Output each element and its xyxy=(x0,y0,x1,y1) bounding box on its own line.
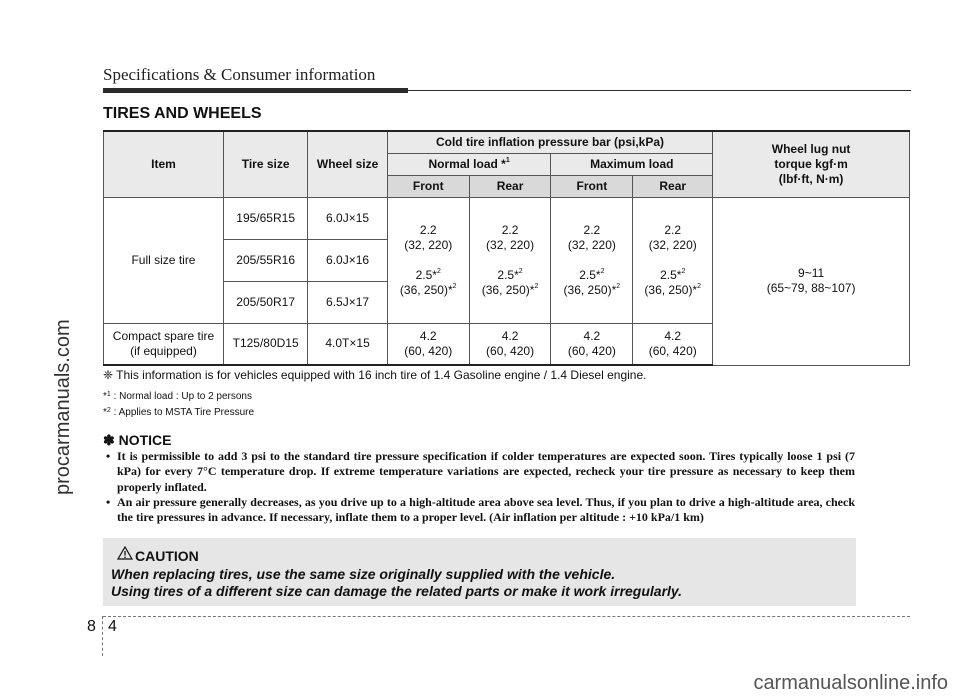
engine-info-note: ❈ This information is for vehicles equipped with 16 inch tire of 1.4 Gasoline engine / 1.4 Diesel engine. xyxy=(103,368,647,382)
pressure-normal-rear: 2.2 (32, 220) 2.5*$^2$ (36, 250)*$^2$ xyxy=(469,197,551,323)
notice-title: ✽ NOTICE xyxy=(103,432,172,448)
header-maximum-load: Maximum load xyxy=(551,153,713,175)
pressure-normal-front: 2.2 (32, 220) 2.5*$^2$ (36, 250)*$^2$ xyxy=(387,197,469,323)
compact-spare-label: Compact spare tire (if equipped) xyxy=(104,323,224,365)
footnote-1: *$^1$ : Normal load : Up to 2 persons xyxy=(103,391,252,402)
compact-pressure-normal-rear: 4.2 (60, 420) xyxy=(469,323,551,365)
compact-tire-size: T125/80D15 xyxy=(223,323,307,365)
notice-list xyxy=(103,449,855,525)
full-size-tire-label: Full size tire xyxy=(104,197,224,323)
header-rule-thin xyxy=(408,90,911,91)
caution-title: CAUTION xyxy=(135,548,199,564)
header-lug-line1: Wheel lug nut xyxy=(771,141,851,156)
watermark-vertical: procarmanuals.com xyxy=(52,319,74,495)
header-rule-thick xyxy=(103,88,408,93)
header-normal-front: Front xyxy=(387,175,469,197)
compact-pressure-normal-front: 4.2 (60, 420) xyxy=(387,323,469,365)
tire-size-cell: 205/55R16 xyxy=(223,239,307,281)
header-normal-rear: Rear xyxy=(469,175,551,197)
footer-rule xyxy=(103,616,910,617)
header-max-rear: Rear xyxy=(633,175,713,197)
header-cold-pressure: Cold tire inflation pressure bar (psi,kPa) xyxy=(387,131,712,153)
header-max-front: Front xyxy=(551,175,633,197)
compact-wheel-size: 4.0T×15 xyxy=(308,323,388,365)
caution-line-2: Using tires of a different size can damage the related parts or make it work irregularly. xyxy=(111,583,683,599)
header-lug-torque xyxy=(713,131,910,197)
wheel-size-cell: 6.0J×15 xyxy=(308,197,388,239)
tire-size-cell: 205/50R17 xyxy=(223,281,307,323)
pressure-max-front: 2.2 (32, 220) 2.5*$^2$ (36, 250)*$^2$ xyxy=(551,197,633,323)
header-lug-line2: torque kgf·m xyxy=(774,156,848,171)
caution-line-1: When replacing tires, use the same size originally supplied with the vehicle. xyxy=(111,566,616,582)
notice-item: • An air pressure generally decreases, as you drive up to a high-altitude area above sea level. Thus, if you plan to drive a high-altitude area, check the tire pressures in advance. If necessary, inflate them to a proper level. (Air inflation per altitude : +10 kPa/1 km) xyxy=(106,494,855,525)
pressure-max-rear: 2.2 (32, 220) 2.5*$^2$ (36, 250)*$^2$ xyxy=(633,197,713,323)
lug-torque-value: 9~11 (65~79, 88~107) xyxy=(713,197,910,365)
page-header-title: Specifications & Consumer information xyxy=(103,65,376,84)
footnote-2: *$^2$ : Applies to MSTA Tire Pressure xyxy=(103,407,255,418)
watermark-bottom: carmanualsonline.info xyxy=(753,672,948,694)
compact-pressure-max-rear: 4.2 (60, 420) xyxy=(633,323,713,365)
header-tire-size: Tire size xyxy=(223,131,307,197)
caution-box xyxy=(103,538,856,606)
wheel-size-cell: 6.5J×17 xyxy=(308,281,388,323)
header-wheel-size: Wheel size xyxy=(308,131,388,197)
section-number: 8 xyxy=(87,618,96,635)
header-item: Item xyxy=(104,131,224,197)
tire-wheel-spec-table xyxy=(103,130,910,366)
page-number: 4 xyxy=(108,618,117,635)
compact-pressure-max-front: 4.2 (60, 420) xyxy=(551,323,633,365)
tire-size-cell: 195/65R15 xyxy=(223,197,307,239)
header-normal-load: Normal load *$^1$ xyxy=(387,153,551,175)
section-title: TIRES AND WHEELS xyxy=(103,105,262,122)
warning-triangle-icon xyxy=(117,546,133,560)
header-lug-line3: (lbf·ft, N·m) xyxy=(778,171,844,186)
notice-item: • It is permissible to add 3 psi to the standard tire pressure specification if colder temperatures are expected soon. Tires typically loose 1 psi (7 kPa) for every 7°C temperature drop. If extreme temperature variations are expected, recheck your tire pressure as necessary to keep them properly inflated. xyxy=(106,449,855,494)
footer-divider xyxy=(102,616,103,656)
wheel-size-cell: 6.0J×16 xyxy=(308,239,388,281)
